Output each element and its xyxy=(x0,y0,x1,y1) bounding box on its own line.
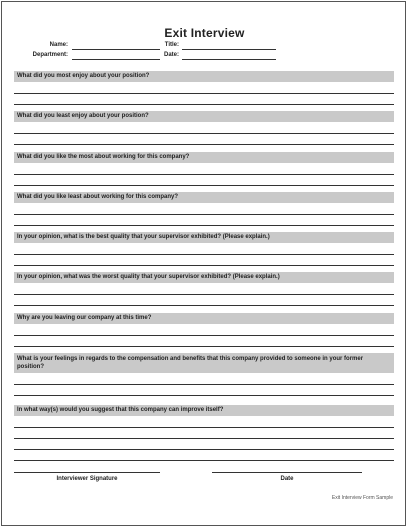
answer-line[interactable] xyxy=(14,460,394,461)
question-section xyxy=(14,405,394,416)
answer-line[interactable] xyxy=(14,93,394,94)
answer-line[interactable] xyxy=(14,104,394,105)
answer-line[interactable] xyxy=(14,305,394,306)
answer-line[interactable] xyxy=(14,395,394,396)
question-section xyxy=(14,272,394,283)
department-label: Department: xyxy=(32,52,68,58)
answer-line[interactable] xyxy=(14,214,394,215)
question-header: What did you like the most about working for this company? xyxy=(14,152,394,163)
date-label: Date: xyxy=(163,52,179,58)
question-section xyxy=(14,192,394,203)
title-label: Title: xyxy=(164,42,179,48)
answer-line[interactable] xyxy=(14,133,394,134)
signature-date-label: Date xyxy=(280,476,294,482)
department-field[interactable] xyxy=(72,59,160,60)
answer-line[interactable] xyxy=(14,384,394,385)
answer-line[interactable] xyxy=(14,254,394,255)
question-header: What did you least enjoy about your position? xyxy=(14,111,394,122)
answer-line[interactable] xyxy=(14,449,394,450)
answer-line[interactable] xyxy=(14,144,394,145)
question-header: What did you most enjoy about your position? xyxy=(14,71,394,82)
signature-date-line[interactable] xyxy=(212,472,362,473)
answer-line[interactable] xyxy=(14,225,394,226)
answer-line[interactable] xyxy=(14,174,394,175)
answer-line[interactable] xyxy=(14,335,394,336)
form-page xyxy=(1,1,406,526)
name-label: Name: xyxy=(49,42,68,48)
answer-line[interactable] xyxy=(14,294,394,295)
question-section xyxy=(14,111,394,122)
question-section xyxy=(14,152,394,163)
question-header: Why are you leaving our company at this time? xyxy=(14,313,394,324)
answer-line[interactable] xyxy=(14,185,394,186)
question-header: What did you like least about working for this company? xyxy=(14,192,394,203)
question-section xyxy=(14,232,394,243)
question-header: What is your feelings in regards to the compensation and benefits that this company provided to someone in your former position? xyxy=(14,353,394,373)
form-title: Exit Interview xyxy=(164,26,245,40)
interviewer-signature-line[interactable] xyxy=(14,472,160,473)
name-field[interactable] xyxy=(72,49,160,50)
question-header: In your opinion, what is the best quality that your supervisor exhibited? (Please explain.) xyxy=(14,232,394,243)
question-section xyxy=(14,353,394,373)
interviewer-signature-label: Interviewer Signature xyxy=(56,476,118,482)
question-header: In your opinion, what was the worst quality that your supervisor exhibited? (Please explain.) xyxy=(14,272,394,283)
answer-line[interactable] xyxy=(14,438,394,439)
question-header: In what way(s) would you suggest that this company can improve itself? xyxy=(14,405,394,416)
question-section xyxy=(14,71,394,82)
answer-line[interactable] xyxy=(14,346,394,347)
date-field[interactable] xyxy=(182,59,276,60)
answer-line[interactable] xyxy=(14,265,394,266)
title-field[interactable] xyxy=(182,49,276,50)
footer-text: Exit Interview Form Sample xyxy=(331,495,393,501)
answer-line[interactable] xyxy=(14,427,394,428)
question-section xyxy=(14,313,394,324)
